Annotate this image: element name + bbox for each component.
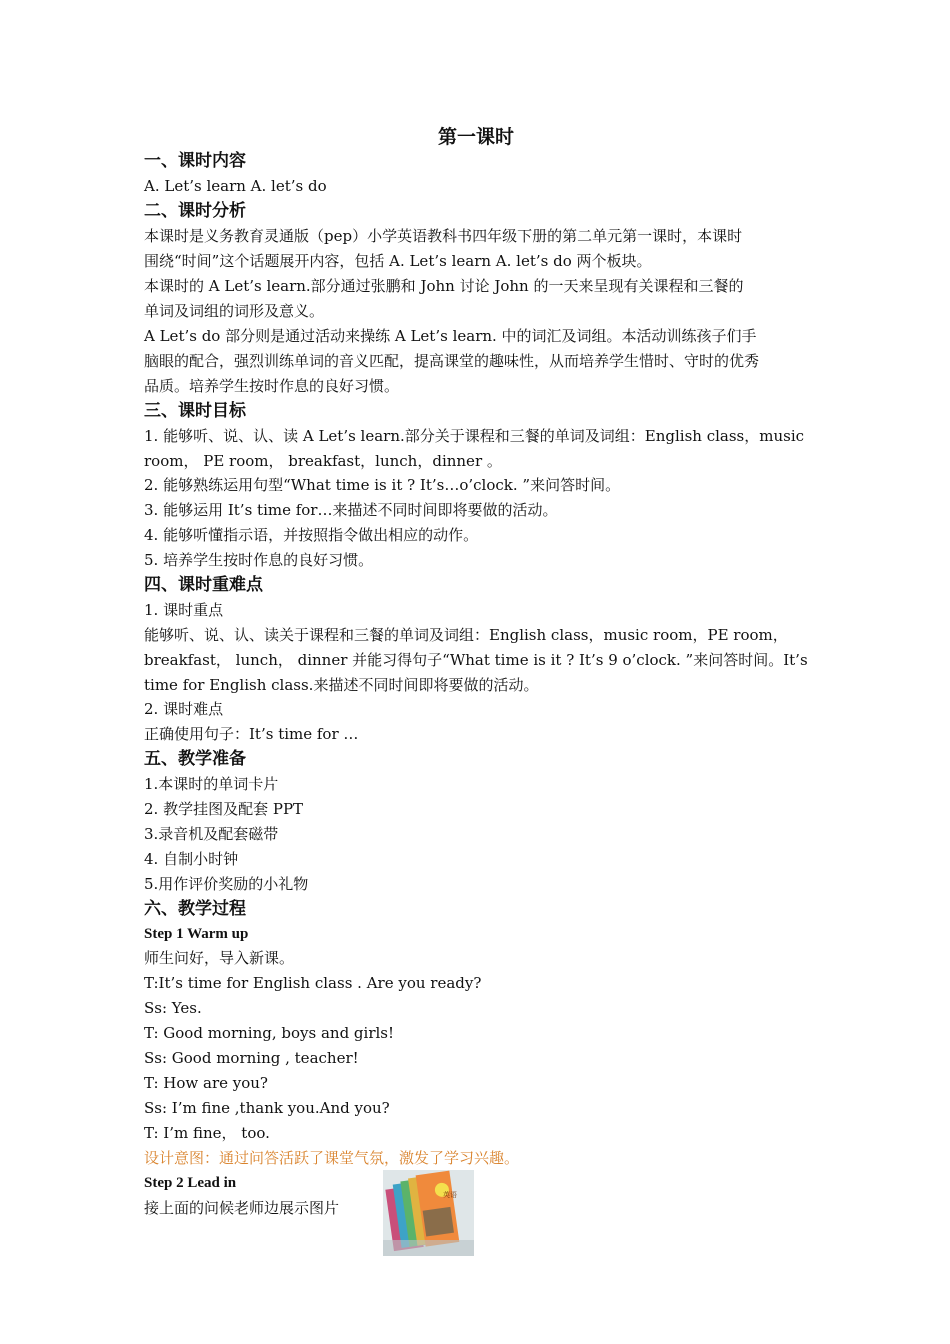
dialogue-line: Ss: Good morning , teacher! <box>144 1049 359 1067</box>
section-heading-analysis: 二、课时分析 <box>144 201 246 221</box>
list-item: 3.录音机及配套磁带 <box>144 825 279 843</box>
list-item: 3. 能够运用 It’s time for…来描述不同时间即将要做的活动。 <box>144 501 558 519</box>
dialogue-line: T:It’s time for English class . Are you ready? <box>144 974 482 992</box>
section-heading-key-points: 四、课时重难点 <box>144 575 263 595</box>
list-item: 5. 培养学生按时作息的良好习惯。 <box>144 551 374 569</box>
list-item: 4. 自制小时钟 <box>144 850 239 868</box>
paragraph: 本课时是义务教育灵通版（pep）小学英语教科书四年级下册的第二单元第一课时，本课时 <box>144 227 743 245</box>
subheading: 2. 课时难点 <box>144 700 224 718</box>
paragraph: 品质。培养学生按时作息的良好习惯。 <box>144 377 400 395</box>
paragraph: 正确使用句子：It’s time for … <box>144 725 359 743</box>
section-heading-content: 一、课时内容 <box>144 151 246 171</box>
paragraph: 单词及词组的词形及意义。 <box>144 302 325 320</box>
step-heading: Step 2 Lead in <box>144 1175 237 1191</box>
section-heading-preparation: 五、教学准备 <box>144 749 246 769</box>
textbook-stack-image <box>383 1170 474 1256</box>
textbook-badge-label: 英语 <box>443 1191 457 1199</box>
paragraph: 能够听、说、认、读关于课程和三餐的单词及词组：English class，music room，PE room， <box>144 626 788 644</box>
paragraph: time for English class.来描述不同时间即将要做的活动。 <box>144 676 539 694</box>
paragraph: 本课时的 A Let’s learn.部分通过张鹏和 John 讨论 John 的一天来呈现有关课程和三餐的 <box>144 277 744 295</box>
dialogue-line: Ss: Yes. <box>144 999 202 1017</box>
paragraph: A. Let’s learn A. let’s do <box>144 177 327 195</box>
list-item: 4. 能够听懂指示语，并按照指令做出相应的动作。 <box>144 526 479 544</box>
dialogue-line: T: How are you? <box>144 1074 268 1092</box>
list-item: 2. 教学挂图及配套 PPT <box>144 800 304 818</box>
paragraph: breakfast， lunch， dinner 并能习得句子“What time is it ? It’s 9 o’clock. ”来问答时间。It’s <box>144 651 808 669</box>
dialogue-line: T: Good morning, boys and girls! <box>144 1024 395 1042</box>
list-item: 1. 能够听、说、认、读 A Let’s learn.部分关于课程和三餐的单词及词组：English class，music <box>144 427 805 445</box>
dialogue-line: T: I’m fine， too. <box>144 1124 270 1142</box>
list-item: 2. 能够熟练运用句型“What time is it ? It’s…o’clock. ”来问答时间。 <box>144 476 621 494</box>
paragraph: 脑眼的配合，强烈训练单词的音义匹配，提高课堂的趣味性，从而培养学生惜时、守时的优秀 <box>144 352 760 370</box>
paragraph: A Let’s do 部分则是通过活动来操练 A Let’s learn. 中的词汇及词组。本活动训练孩子们手 <box>144 327 757 345</box>
list-item: room， PE room， breakfast，lunch，dinner 。 <box>144 452 502 470</box>
subheading: 1. 课时重点 <box>144 601 224 619</box>
paragraph: 接上面的问候老师边展示图片 <box>144 1199 340 1217</box>
textbook-photo <box>383 1170 474 1256</box>
list-item: 1.本课时的单词卡片 <box>144 775 279 793</box>
list-item: 5.用作评价奖励的小礼物 <box>144 875 309 893</box>
page-title: 第一课时 <box>437 126 514 148</box>
paragraph: 围绕“时间”这个话题展开内容，包括 A. Let’s learn A. let’s do 两个板块。 <box>144 252 652 270</box>
section-heading-process: 六、教学过程 <box>144 899 246 919</box>
section-heading-goals: 三、课时目标 <box>144 401 246 421</box>
step-heading: Step 1 Warm up <box>144 926 249 942</box>
dialogue-line: Ss: I’m fine ,thank you.And you? <box>144 1099 390 1117</box>
design-intent-note: 设计意图：通过问答活跃了课堂气氛，激发了学习兴趣。 <box>144 1149 520 1167</box>
paragraph: 师生问好，导入新课。 <box>144 949 295 967</box>
